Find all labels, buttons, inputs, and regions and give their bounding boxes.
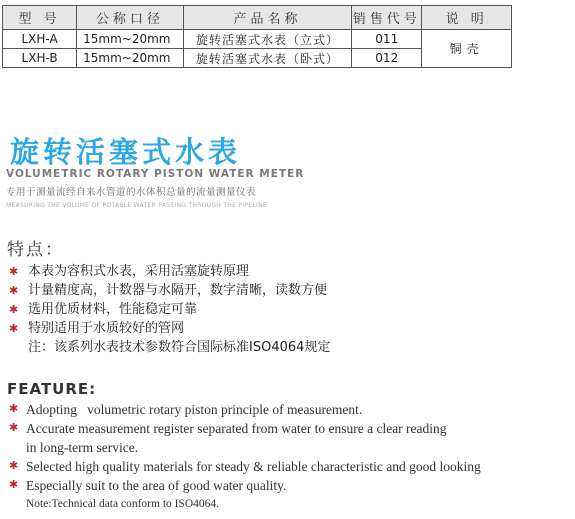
list-item — [6, 281, 330, 300]
cell-note: 铜壳 — [422, 30, 512, 68]
list-item-text: Accurate measurement register separated from water to ensure a clear reading — [26, 421, 447, 436]
list-item-text: in long-term service. — [26, 440, 139, 455]
star-bullet-icon: ✱ — [9, 322, 19, 335]
list-item-text: Selected high quality materials for steady & reliable characteristic and good looking — [26, 459, 481, 474]
list-item — [6, 300, 330, 319]
header-diameter: 公称口径 — [77, 6, 184, 30]
header-product-name: 产品名称 — [183, 6, 351, 30]
table-row — [3, 30, 512, 49]
list-item-text: 本表为容积式水表，采用活塞旋转原理 — [28, 264, 250, 279]
features-list-zh — [6, 262, 330, 357]
features-note-en — [6, 495, 481, 513]
list-item — [6, 262, 330, 281]
star-bullet-icon: ✱ — [9, 403, 19, 415]
list-item-text: 计量精度高，计数器与水隔开，数字清晰，读数方便 — [28, 283, 328, 298]
cell-sales-code: 011 — [352, 30, 422, 49]
list-item-text: Especially suit to the area of good water quality. — [26, 478, 287, 493]
cell-sales-code: 012 — [352, 49, 422, 68]
list-item-text: 选用优质材料，性能稳定可靠 — [28, 302, 198, 317]
list-item — [6, 319, 330, 338]
cell-diameter: 15mm~20mm — [77, 30, 184, 49]
product-subtitle: 专用于测量流经自来水管道的水体积总量的流量测量仪表 — [6, 187, 257, 198]
note-text: Note:Technical data conform to ISO4064. — [26, 498, 220, 510]
list-item-text: Adopting volumetric rotary piston principle of measurement. — [26, 402, 363, 417]
star-bullet-icon: ✱ — [9, 284, 19, 297]
cell-product-name: 旋转活塞式水表（卧式） — [183, 49, 351, 68]
list-item — [6, 419, 481, 438]
product-title-en: VOLUMETRIC ROTARY PISTON WATER METER — [6, 168, 305, 180]
star-bullet-icon: ✱ — [9, 460, 19, 472]
cell-product-name: 旋转活塞式水表（立式） — [183, 30, 351, 49]
features-title-en: FEATURE: — [7, 380, 97, 398]
list-item — [6, 400, 481, 419]
star-bullet-icon: ✱ — [9, 479, 19, 491]
cell-model: LXH-B — [3, 49, 77, 68]
note-text: 注：该系列水表技术参数符合国际标准ISO4064规定 — [28, 340, 331, 355]
cell-model: LXH-A — [3, 30, 77, 49]
list-item — [6, 476, 481, 495]
header-note: 说 明 — [422, 6, 512, 30]
star-bullet-icon: ✱ — [9, 303, 19, 316]
list-item-text: 特别适用于水质较好的管网 — [28, 321, 185, 336]
star-bullet-icon: ✱ — [9, 422, 19, 434]
product-subtitle-en: MEASURING THE VOLUME OF POTABLE WATER PASSING THROUGH THE PIPELINE — [6, 202, 267, 209]
product-title: 旋转活塞式水表 — [10, 135, 242, 169]
list-item — [6, 457, 481, 476]
cell-diameter: 15mm~20mm — [77, 49, 184, 68]
header-model: 型 号 — [3, 6, 77, 30]
star-bullet-icon: ✱ — [9, 265, 19, 278]
spec-table — [2, 5, 512, 68]
table-header-row — [3, 6, 512, 30]
features-list-en — [6, 400, 481, 513]
header-sales-code: 销售代号 — [352, 6, 422, 30]
features-note-zh — [6, 338, 330, 357]
features-title-zh: 特点： — [7, 240, 64, 260]
list-item-continuation — [6, 438, 481, 457]
